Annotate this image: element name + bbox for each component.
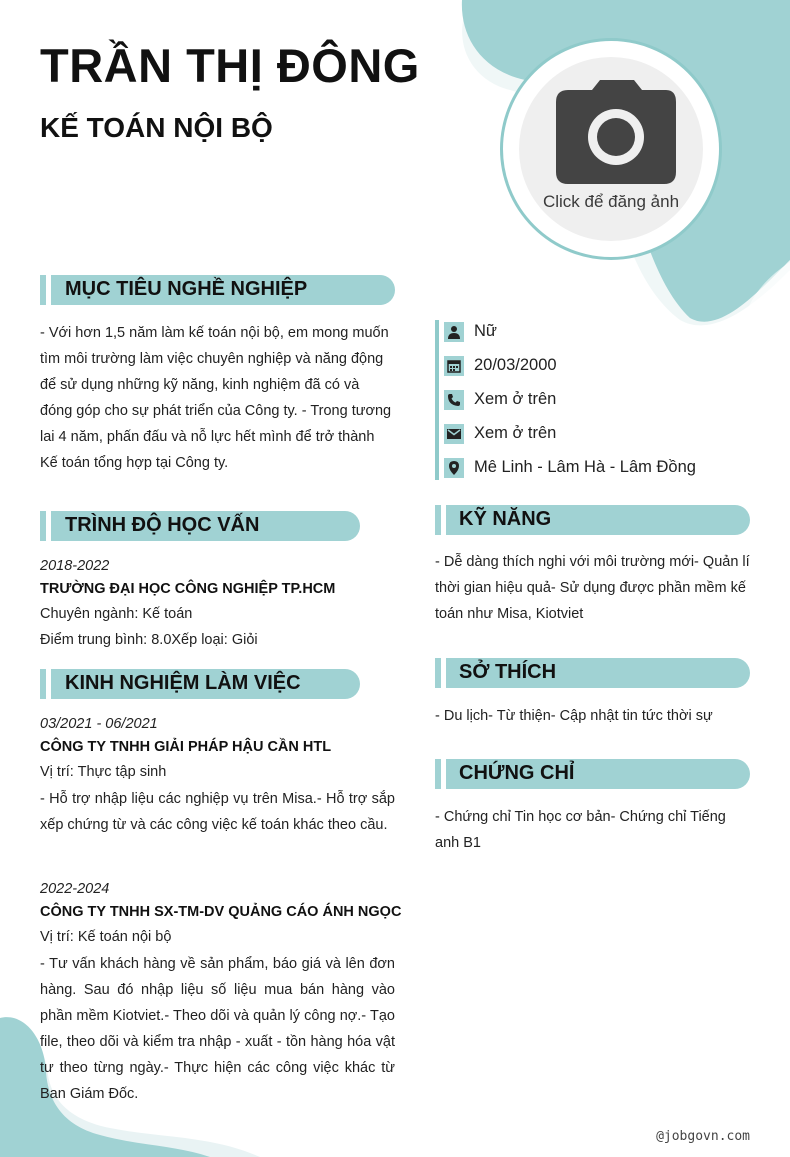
camera-icon xyxy=(556,80,676,184)
info-email-text: Xem ở trên xyxy=(474,424,557,442)
job-period: 03/2021 - 06/2021 xyxy=(40,716,158,732)
job-company: CÔNG TY TNHH SX-TM-DV QUẢNG CÁO ÁNH NGỌC xyxy=(40,904,402,920)
job-title: KẾ TOÁN NỘI BỘ xyxy=(40,112,273,143)
education-heading xyxy=(40,511,360,541)
info-phone-text: Xem ở trên xyxy=(474,390,557,408)
candidate-name: TRẦN THỊ ĐÔNG xyxy=(40,39,420,92)
email-icon xyxy=(444,424,464,444)
hobbies-heading-text: SỞ THÍCH xyxy=(459,661,557,683)
info-address-text: Mê Linh - Lâm Hà - Lâm Đồng xyxy=(474,458,696,476)
location-icon xyxy=(444,458,464,478)
info-birthdate-text: 20/03/2000 xyxy=(474,356,557,374)
info-gender-text: Nữ xyxy=(474,322,497,340)
certificates-heading-text: CHỨNG CHỈ xyxy=(459,762,575,784)
job-period: 2022-2024 xyxy=(40,881,110,897)
job-position: Vị trí: Thực tập sinh xyxy=(40,764,167,780)
job-position: Vị trí: Kế toán nội bộ xyxy=(40,929,172,945)
objective-text: - Với hơn 1,5 năm làm kế toán nội bộ, em mong muốn tìm môi trường làm việc chuyên nghiệp và năng động để sử dụng những kỹ năng, kinh nghiệm đã có và đóng góp cho sự phát triển của Công ty. - Trong tương lai 4 năm, phấn đấu và nỗ lực hết mình để trở thành Kế toán tổng hợp tại Công ty. xyxy=(40,325,392,471)
education-heading-text: TRÌNH ĐỘ HỌC VẤN xyxy=(65,514,260,536)
skills-text: - Dễ dàng thích nghi với môi trường mới- Quản lí thời gian hiệu quả- Sử dụng được phần mềm kế toán như Misa, Kiotviet xyxy=(435,554,750,622)
job-company: CÔNG TY TNHH GIẢI PHÁP HẬU CẦN HTL xyxy=(40,739,332,755)
photo-placeholder[interactable] xyxy=(519,57,703,241)
person-icon xyxy=(444,322,464,342)
hobbies-text: - Du lịch- Từ thiện- Cập nhật tin tức thời sự xyxy=(435,708,713,724)
experience-heading xyxy=(40,669,360,699)
calendar-icon xyxy=(444,356,464,376)
education-gpa: Điểm trung bình: 8.0Xếp loại: Giỏi xyxy=(40,632,258,648)
photo-upload[interactable] xyxy=(500,38,722,260)
job-description: - Hỗ trợ nhập liệu các nghiệp vụ trên Misa.- Hỗ trợ sắp xếp chứng từ và các công việc kế toán khác theo cầu. xyxy=(40,791,395,833)
info-divider xyxy=(435,320,439,480)
objective-heading-text: MỤC TIÊU NGHỀ NGHIỆP xyxy=(65,278,308,300)
phone-icon xyxy=(444,390,464,410)
hobbies-heading xyxy=(435,658,750,688)
footer-watermark: @jobgovn.com xyxy=(656,1129,750,1144)
job-description: - Tư vấn khách hàng về sản phẩm, báo giá và lên đơn hàng. Sau đó nhập liệu số liệu mua bán hàng vào phần mềm Kiotviet.- Theo dõi và quản lý công nợ.- Tạo file, theo dõi và kiểm tra nhập - xuất - tồn hàng hóa vật tư theo từng ngày.- Thực hiện các công việc khác từ Ban Giám Đốc. xyxy=(40,956,395,1102)
objective-heading xyxy=(40,275,395,305)
education-period: 2018-2022 xyxy=(40,558,110,574)
education-major: Chuyên ngành: Kế toán xyxy=(40,606,193,622)
skills-heading-text: KỸ NĂNG xyxy=(459,508,552,530)
experience-heading-text: KINH NGHIỆM LÀM VIỆC xyxy=(65,672,301,694)
education-school: TRƯỜNG ĐẠI HỌC CÔNG NGHIỆP TP.HCM xyxy=(40,581,336,597)
certificates-text: - Chứng chỉ Tin học cơ bản- Chứng chỉ Tiếng anh B1 xyxy=(435,809,726,851)
photo-upload-label[interactable]: Click để đăng ảnh xyxy=(542,192,680,211)
certificates-heading xyxy=(435,759,750,789)
skills-heading xyxy=(435,505,750,535)
